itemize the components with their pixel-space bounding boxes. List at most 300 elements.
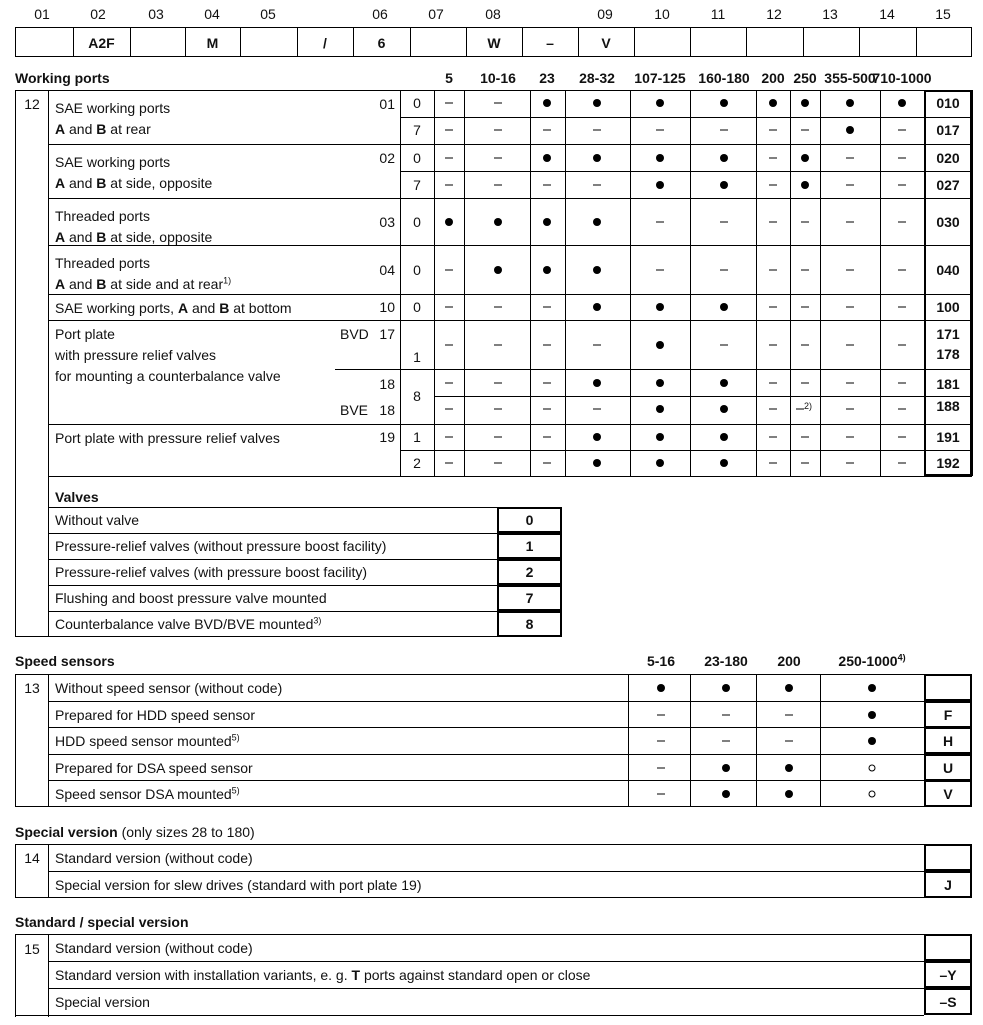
port-variant-number: 10 [379,299,395,315]
not-available-dash-icon [494,103,502,104]
sensor-code-none-box [924,674,972,701]
code-cell-value: A2F [88,35,115,51]
position-number-10: 10 [654,6,670,22]
sub-variant-number: 1 [413,429,421,445]
not-available-dash-icon [769,383,777,384]
available-dot-icon [720,303,728,311]
not-available-dash-icon [543,130,551,131]
section-frame-top [15,90,972,91]
ordering-code-100: 100 [936,299,960,315]
available-dot-icon [846,99,854,107]
section-frame-left [15,844,16,897]
group-separator [48,424,972,425]
size-header-107-125: 107-125 [634,70,686,86]
available-dot-icon [656,405,664,413]
not-available-dash-icon [494,130,502,131]
not-available-dash-icon [846,270,854,271]
code-cell-value: 6 [377,35,386,51]
row-separator [434,369,972,370]
standard-option-label [55,967,590,983]
sensor-row-line [48,754,924,755]
sensor-option-label-text: Speed sensor DSA mounted [55,786,232,802]
section-title-valves: Valves [55,489,99,505]
not-available-dash-icon [445,409,453,410]
available-dot-icon [769,99,777,107]
not-available-dash-icon [445,130,453,131]
row-separator [400,117,972,118]
not-available-dash-icon [494,463,502,464]
position-number-15: 15 [935,6,951,22]
not-available-dash-icon [494,158,502,159]
available-dot-icon [656,99,664,107]
bvd-label: BVD [340,326,369,342]
position-number-14: 14 [879,6,895,22]
mark-column-divider [434,90,435,476]
valve-row-line [48,559,497,560]
port-description-line1: Threaded ports [55,208,150,224]
not-available-dash-icon [720,222,728,223]
available-dot-icon [801,154,809,162]
position-number-07: 07 [428,6,444,22]
section-frame-top [15,934,924,935]
sub-variant-number: 0 [413,262,421,278]
available-dot-icon [720,433,728,441]
not-available-dash-icon [543,307,551,308]
code-row-divider [522,27,523,57]
position-number-13: 13 [822,6,838,22]
port-description-line1: SAE working ports [55,154,171,170]
ordering-code-181: 181 [936,376,960,392]
not-available-dash-icon [543,463,551,464]
not-available-dash-icon [593,345,601,346]
not-available-dash-icon [494,383,502,384]
not-available-dash-icon [720,130,728,131]
label-column-divider [48,674,49,807]
port-description-line2: with pressure relief valves [55,347,217,363]
section-frame-top [15,844,924,845]
not-available-dash-icon [769,270,777,271]
size-column-divider [820,90,821,476]
not-available-dash-icon [543,383,551,384]
not-available-dash-icon [445,103,453,104]
position-number-04: 04 [204,6,220,22]
valve-code-0: 0 [525,512,534,528]
code-cell-value: – [546,35,554,51]
code-row-divider [185,27,186,57]
not-available-dash-icon [796,409,804,410]
optional-circle-icon [869,765,876,772]
section-title-speed-sensors: Speed sensors [15,653,115,669]
optional-circle-icon [869,791,876,798]
sub-variant-number: 7 [413,177,421,193]
section-frame-bottom [15,806,924,807]
label-column-divider [48,90,49,476]
size-header-250-1000 [838,653,905,669]
port-description-line2: A and B at side, opposite [55,175,213,191]
port-description-line1: Threaded ports [55,255,150,271]
not-available-dash-icon [846,185,854,186]
row-separator [335,369,400,370]
not-available-dash-icon [846,345,854,346]
not-available-dash-icon [722,715,730,716]
section-frame-bottom [15,897,924,898]
port-variant-number: 01 [379,96,395,112]
code-row-divider [859,27,860,57]
available-dot-icon [801,99,809,107]
not-available-dash-icon [657,741,665,742]
not-available-dash-icon [898,222,906,223]
code-cell-value: / [323,35,327,51]
size-column-divider [690,90,691,476]
not-available-dash-icon [898,270,906,271]
not-available-dash-icon [846,383,854,384]
footnote-3-marker: 3) [313,615,322,626]
not-available-dash-icon [593,409,601,410]
code-row-divider [466,27,467,57]
available-dot-icon [593,459,601,467]
available-dot-icon [868,711,876,719]
valve-row-line [48,636,497,637]
available-dot-icon [785,684,793,692]
not-available-dash-icon [543,185,551,186]
size-header-5-16: 5-16 [646,653,676,669]
ordering-code-040: 040 [936,262,960,278]
port-description-line2: A and B at rear [55,121,151,137]
sub-variant-number: 1 [413,349,421,365]
row-separator [434,396,972,397]
not-available-dash-icon [445,307,453,308]
sensor-option-label: Without speed sensor (without code) [55,680,283,696]
not-available-dash-icon [801,383,809,384]
label-part: Standard version with installation variants, e. g. [55,967,352,983]
sub-variant-number: 0 [413,299,421,315]
sensor-code-H: H [942,732,954,749]
size-column-divider [464,90,465,476]
ordering-code-192: 192 [936,455,960,471]
size-header-5: 5 [445,70,453,86]
available-dot-icon [720,181,728,189]
code-sep [924,396,972,397]
available-dot-icon [657,684,665,692]
not-available-dash-icon [846,158,854,159]
not-available-dash-icon [769,345,777,346]
sensor-option-label [55,733,240,749]
available-dot-icon [593,99,601,107]
row-separator [400,171,972,172]
not-available-dash-icon [769,463,777,464]
sensor-option-label: Prepared for HDD speed sensor [55,707,255,723]
not-available-dash-icon [898,345,906,346]
code-row-divider [578,27,579,57]
label-column-divider [48,934,49,1017]
not-available-dash-icon [657,768,665,769]
not-available-dash-icon [657,715,665,716]
not-available-dash-icon [769,130,777,131]
sensor-code-U: U [942,759,954,776]
size-column-divider [756,674,757,807]
row-separator [400,450,972,451]
code-cell-value: M [206,35,219,51]
size-header-28-32: 28-32 [579,70,615,86]
code-cell-value: V [601,35,611,51]
not-available-dash-icon [656,270,664,271]
available-dot-icon [720,379,728,387]
not-available-dash-icon [543,437,551,438]
sensor-row-line [48,780,924,781]
sensor-row-line [48,701,924,702]
available-dot-icon [543,99,551,107]
group-separator [48,245,972,246]
standard-code-–S: –S [939,993,957,1010]
sensor-row-line [48,727,924,728]
available-dot-icon [868,737,876,745]
valve-option-label: Pressure-relief valves (with pressure boost facility) [55,564,367,580]
size-header-200: 200 [761,70,785,86]
size-header-710-1000: 710-1000 [872,70,932,86]
special-version-option-label: Standard version (without code) [55,850,253,866]
not-available-dash-icon [785,741,793,742]
code-row-divider [746,27,747,57]
not-available-dash-icon [846,463,854,464]
valve-option-label: Flushing and boost pressure valve mounted [55,590,327,606]
position-number-05: 05 [260,6,276,22]
not-available-dash-icon [657,794,665,795]
not-available-dash-icon [720,345,728,346]
port-description-line3: for mounting a counterbalance valve [55,368,281,384]
port-variant-number: 18 [379,376,395,392]
standard-code-none-box [924,934,972,961]
available-dot-icon [656,341,664,349]
valve-row-line [48,533,497,534]
group-separator [48,144,972,145]
section-title-standard-special: Standard / special version [15,914,189,930]
valve-code-8: 8 [525,616,534,632]
valve-option-label: Pressure-relief valves (without pressure boost facility) [55,538,387,554]
position-15-label: 15 [24,941,40,957]
standard-option-label: Special version [55,994,150,1010]
available-dot-icon [543,218,551,226]
sub-variant-number: 0 [413,150,421,166]
valve-option-label: Without valve [55,512,140,528]
footnote-2-marker: 2) [804,401,813,411]
not-available-dash-icon [656,222,664,223]
available-dot-icon [494,266,502,274]
not-available-dash-icon [801,307,809,308]
special-row-line [48,871,924,872]
section-title-working-ports: Working ports [15,70,110,86]
not-available-dash-icon [593,185,601,186]
code-sep [924,369,972,370]
sensor-option-label: Prepared for DSA speed sensor [55,760,253,776]
special-version-option-label: Special version for slew drives (standard with port plate 19) [55,877,422,893]
position-12-label: 12 [24,96,40,112]
section-title-special-version [15,824,255,840]
ordering-code-027: 027 [936,177,960,193]
position-number-06: 06 [372,6,388,22]
available-dot-icon [593,266,601,274]
code-cell-value: W [487,35,501,51]
not-available-dash-icon [769,158,777,159]
port-description-line1: Port plate [55,326,115,342]
position-number-02: 02 [90,6,106,22]
available-dot-icon [846,126,854,134]
not-available-dash-icon [846,409,854,410]
available-dot-icon [722,790,730,798]
port-variant-number: 19 [379,429,395,445]
standard-row-line [48,988,924,989]
section-frame-left [15,90,16,636]
ordering-code-191: 191 [936,429,960,445]
code-column-frame [924,90,972,476]
sub-variant-number: 2 [413,455,421,471]
not-available-dash-icon [898,307,906,308]
not-available-dash-icon [445,345,453,346]
valve-code-7: 7 [525,590,534,606]
not-available-dash-icon [494,185,502,186]
port-variant-number: 03 [379,214,395,230]
group-separator [48,198,972,199]
group-separator [48,320,972,321]
available-dot-icon [656,303,664,311]
size-column-divider [880,90,881,476]
section-title-note: (only sizes 28 to 180) [121,824,255,840]
size-header-text: 250-1000 [838,653,898,669]
footnote-5-marker: 5) [231,732,240,743]
not-available-dash-icon [656,130,664,131]
available-dot-icon [593,218,601,226]
available-dot-icon [720,405,728,413]
label-column-divider [48,476,49,636]
available-dot-icon [785,764,793,772]
not-available-dash-icon [898,185,906,186]
not-available-dash-icon [543,345,551,346]
section-frame-bottom [15,1015,924,1016]
not-available-dash-icon [801,463,809,464]
section-frame-left [15,934,16,1017]
size-header-10-16: 10-16 [480,70,516,86]
not-available-dash-icon [769,307,777,308]
size-header-200: 200 [777,653,801,669]
position-number-08: 08 [485,6,501,22]
not-available-dash-icon [494,437,502,438]
size-header-355-500: 355-500 [824,70,876,86]
code-row-divider [353,27,354,57]
sensor-code-V: V [943,785,953,802]
size-column-divider [690,674,691,807]
ordering-code-017: 017 [936,122,960,138]
not-available-dash-icon [846,437,854,438]
available-dot-icon [593,433,601,441]
not-available-dash-icon [769,222,777,223]
not-available-dash-icon [445,383,453,384]
available-dot-icon [868,684,876,692]
available-dot-icon [593,303,601,311]
available-dot-icon [494,218,502,226]
row-separator [400,369,434,370]
standard-code-–Y: –Y [939,966,957,983]
position-number-12: 12 [766,6,782,22]
code-sep [924,450,972,451]
not-available-dash-icon [898,383,906,384]
code-row-divider [634,27,635,57]
group-separator [48,476,972,477]
available-dot-icon [898,99,906,107]
available-dot-icon [656,379,664,387]
ordering-code-010: 010 [936,95,960,111]
code-row-divider [297,27,298,57]
available-dot-icon [722,684,730,692]
available-dot-icon [801,181,809,189]
not-available-dash-icon [445,437,453,438]
footnote-5-marker: 5) [231,785,240,796]
position-13-label: 13 [24,680,40,696]
position-number-11: 11 [710,6,726,22]
not-available-dash-icon [898,409,906,410]
not-available-dash-icon [898,463,906,464]
not-available-dash-icon [785,715,793,716]
standard-row-line [48,961,924,962]
footnote-4-marker: 4) [897,652,906,663]
port-variant-number: 17 [379,326,395,342]
sub-variant-number: 0 [413,214,421,230]
not-available-dash-icon [543,409,551,410]
available-dot-icon [720,154,728,162]
code-row-divider [130,27,131,57]
size-column-divider [820,674,821,807]
sensor-option-label [55,786,240,802]
section-title-text: Special version [15,824,118,840]
section-frame-left [15,674,16,807]
not-available-dash-icon [445,158,453,159]
not-available-dash-icon [801,270,809,271]
available-dot-icon [656,154,664,162]
not-available-dash-icon [801,437,809,438]
size-column-divider [530,90,531,476]
valve-row-line [48,611,497,612]
not-available-dash-icon [846,222,854,223]
code-row-divider [73,27,74,57]
code-row-divider [916,27,917,57]
position-14-label: 14 [24,850,40,866]
available-dot-icon [445,218,453,226]
size-header-23: 23 [539,70,555,86]
ordering-code-030: 030 [936,214,960,230]
label-part-bold: T [351,967,361,983]
valve-option-label-text: Counterbalance valve BVD/BVE mounted [55,616,314,632]
not-available-dash-icon [846,307,854,308]
not-available-dash-icon [801,345,809,346]
not-available-dash-icon [769,185,777,186]
not-available-dash-icon [722,741,730,742]
sub-column-divider [400,90,401,476]
position-number-09: 09 [597,6,613,22]
label-part: ports against standard open or close [360,967,591,983]
ordering-code-178: 178 [936,346,960,362]
sensor-option-label-text: HDD speed sensor mounted [55,733,232,749]
port-variant-number: 18 [379,402,395,418]
size-header-23-180: 23-180 [704,653,748,669]
not-available-dash-icon [494,345,502,346]
valve-row-line [48,585,497,586]
not-available-dash-icon [445,185,453,186]
sensor-code-F: F [943,706,953,723]
not-available-dash-icon [898,158,906,159]
available-dot-icon [656,181,664,189]
special-code-none-box [924,844,972,871]
valve-row-line [48,507,497,508]
sub-variant-number: 8 [413,388,421,404]
position-number-03: 03 [148,6,164,22]
